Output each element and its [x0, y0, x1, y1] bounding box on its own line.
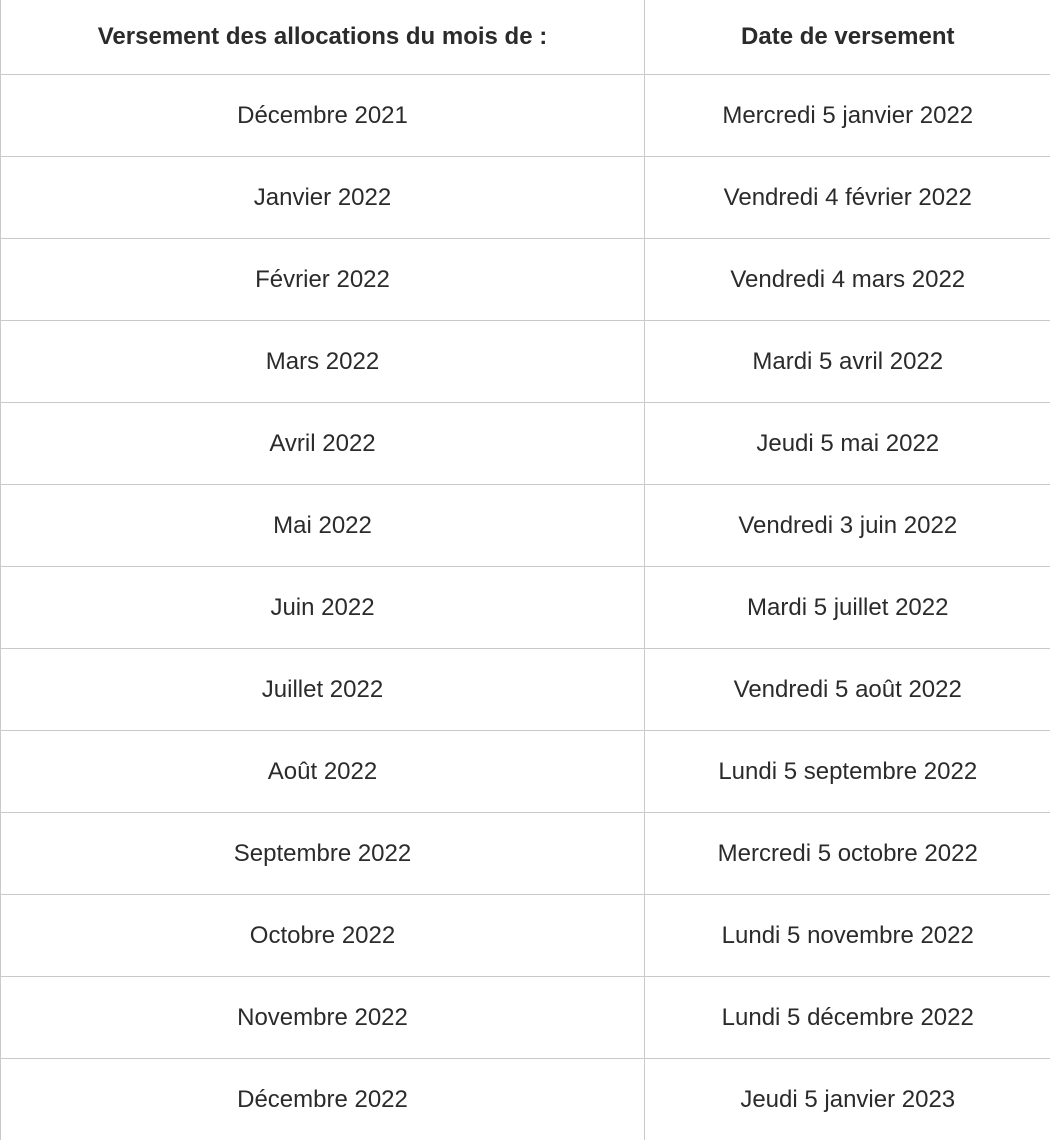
table-row: [1, 157, 1050, 239]
cell-allocation-month: Juillet 2022: [1, 649, 645, 731]
cell-allocation-month: Avril 2022: [1, 403, 645, 485]
table-row: [1, 895, 1050, 977]
cell-allocation-month: Août 2022: [1, 731, 645, 813]
cell-allocation-month: Novembre 2022: [1, 977, 645, 1059]
cell-payment-date: Vendredi 5 août 2022: [645, 649, 1050, 731]
table-row: [1, 977, 1050, 1059]
cell-payment-date: Jeudi 5 mai 2022: [645, 403, 1050, 485]
table-header-row: [1, 0, 1050, 75]
cell-payment-date: Lundi 5 septembre 2022: [645, 731, 1050, 813]
table-row: [1, 731, 1050, 813]
cell-allocation-month: Juin 2022: [1, 567, 645, 649]
table-row: [1, 75, 1050, 157]
cell-allocation-month: Décembre 2022: [1, 1059, 645, 1140]
table-row: [1, 813, 1050, 895]
cell-payment-date: Mercredi 5 janvier 2022: [645, 75, 1050, 157]
cell-allocation-month: Février 2022: [1, 239, 645, 321]
cell-payment-date: Vendredi 3 juin 2022: [645, 485, 1050, 567]
header-payment-date: Date de versement: [645, 0, 1050, 75]
cell-payment-date: Mardi 5 avril 2022: [645, 321, 1050, 403]
cell-payment-date: Mercredi 5 octobre 2022: [645, 813, 1050, 895]
table-row: [1, 649, 1050, 731]
cell-allocation-month: Octobre 2022: [1, 895, 645, 977]
table-row: [1, 485, 1050, 567]
table-row: [1, 239, 1050, 321]
cell-payment-date: Vendredi 4 mars 2022: [645, 239, 1050, 321]
cell-payment-date: Lundi 5 décembre 2022: [645, 977, 1050, 1059]
cell-payment-date: Mardi 5 juillet 2022: [645, 567, 1050, 649]
cell-allocation-month: Mai 2022: [1, 485, 645, 567]
cell-allocation-month: Mars 2022: [1, 321, 645, 403]
cell-payment-date: Vendredi 4 février 2022: [645, 157, 1050, 239]
table-row: [1, 1059, 1050, 1140]
cell-allocation-month: Janvier 2022: [1, 157, 645, 239]
cell-payment-date: Jeudi 5 janvier 2023: [645, 1059, 1050, 1140]
cell-payment-date: Lundi 5 novembre 2022: [645, 895, 1050, 977]
table-row: [1, 321, 1050, 403]
header-allocation-month: Versement des allocations du mois de :: [1, 0, 645, 75]
cell-allocation-month: Septembre 2022: [1, 813, 645, 895]
table-row: [1, 403, 1050, 485]
cell-allocation-month: Décembre 2021: [1, 75, 645, 157]
table-row: [1, 567, 1050, 649]
